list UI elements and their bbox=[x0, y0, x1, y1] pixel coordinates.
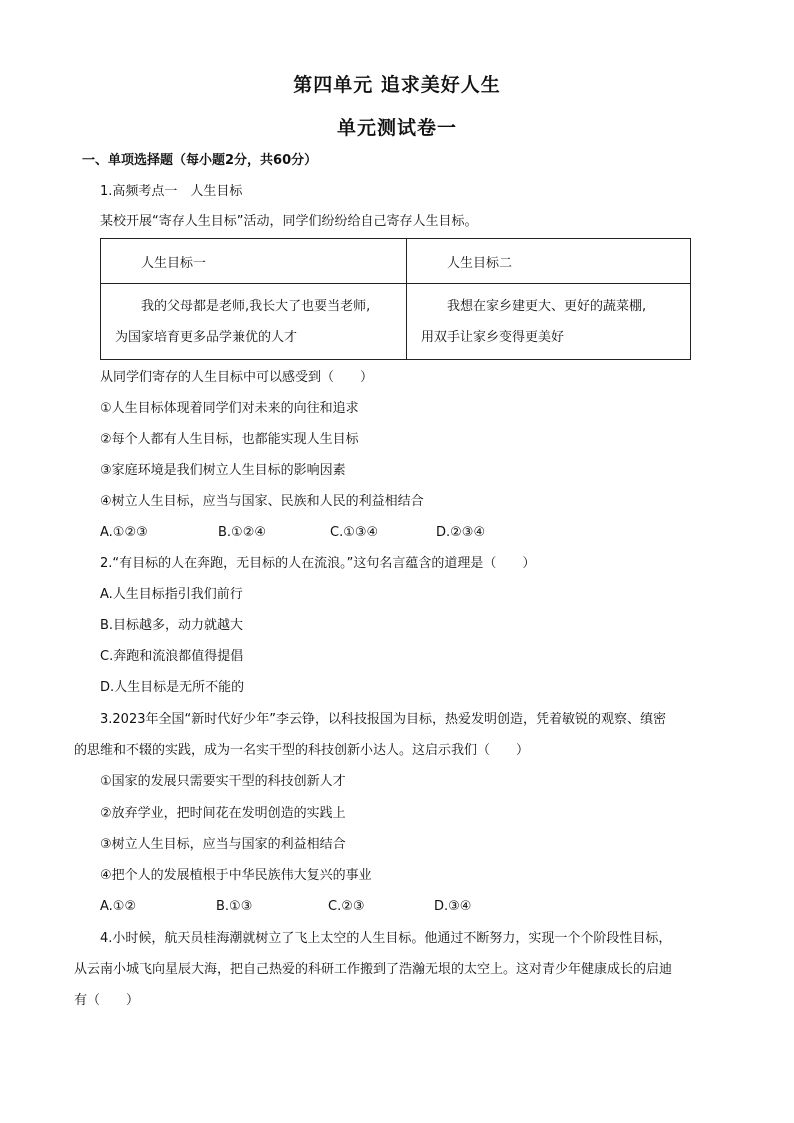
q1-stem: 从同学们寄存的人生目标中可以感受到（ ） bbox=[100, 370, 374, 385]
q1-label: 1.高频考点一 人生目标 bbox=[100, 184, 243, 199]
q2-option-d[interactable]: D.人生目标是无所不能的 bbox=[100, 680, 245, 695]
page-subtitle: 单元测试卷一 bbox=[336, 117, 457, 139]
table-header-cell: 人生目标一 bbox=[101, 239, 407, 284]
q2-stem: 2.“有目标的人在奔跑，无目标的人在流浪。”这句名言蕴含的道理是（ ） bbox=[100, 556, 536, 571]
table-cell bbox=[407, 284, 691, 360]
q1-intro: 某校开展“寄存人生目标”活动，同学们纷纷给自己寄存人生目标。 bbox=[100, 214, 478, 229]
q4-stem-line: 有（ ） bbox=[74, 993, 140, 1008]
option-a[interactable]: A.①②③ bbox=[100, 525, 148, 540]
cell-text: 为国家培育更多品学兼优的人才 bbox=[115, 329, 298, 345]
q3-stem-line: 3.2023年全国“新时代好少年”李云铮，以科技报国为目标，热爱发明创造，凭着敏锐的观察、缜密 bbox=[100, 712, 666, 727]
q1-item: ④树立人生目标，应当与国家、民族和人民的利益相结合 bbox=[100, 494, 424, 509]
q3-item: ②放弃学业，把时间花在发明创造的实践上 bbox=[100, 806, 346, 821]
option-c[interactable]: C.②③ bbox=[328, 899, 365, 914]
q1-item: ①人生目标体现着同学们对未来的向往和追求 bbox=[100, 401, 359, 416]
q3-item: ③树立人生目标，应当与国家的利益相结合 bbox=[100, 837, 346, 852]
option-c[interactable]: C.①③④ bbox=[330, 525, 379, 540]
q3-stem-line: 的思维和不辍的实践，成为一名实干型的科技创新小达人。这启示我们（ ） bbox=[74, 743, 530, 758]
q1-item: ③家庭环境是我们树立人生目标的影响因素 bbox=[100, 463, 346, 478]
q3-options bbox=[100, 898, 471, 916]
q1-item: ②每个人都有人生目标，也都能实现人生目标 bbox=[100, 432, 359, 447]
option-b[interactable]: B.①②④ bbox=[218, 525, 267, 540]
option-d[interactable]: D.②③④ bbox=[436, 525, 486, 540]
q1-options bbox=[100, 524, 485, 542]
cell-text: 我的父母都是老师,我长大了也要当老师, bbox=[141, 298, 371, 314]
q2-option-a[interactable]: A.人生目标指引我们前行 bbox=[100, 587, 243, 602]
table-cell bbox=[101, 284, 407, 360]
q3-item: ④把个人的发展植根于中华民族伟大复兴的事业 bbox=[100, 868, 372, 883]
table-header-cell: 人生目标二 bbox=[407, 239, 691, 284]
q3-item: ①国家的发展只需要实干型的科技创新人才 bbox=[100, 774, 346, 789]
option-b[interactable]: B.①③ bbox=[216, 899, 253, 914]
q4-stem-line: 4.小时候，航天员桂海潮就树立了飞上太空的人生目标。他通过不断努力，实现一个个阶段性目标， bbox=[100, 931, 672, 946]
q2-option-b[interactable]: B.目标越多，动力就越大 bbox=[100, 618, 244, 633]
option-a[interactable]: A.①② bbox=[100, 899, 137, 914]
goals-table bbox=[100, 238, 691, 360]
q2-option-c[interactable]: C.奔跑和流浪都值得提倡 bbox=[100, 649, 244, 664]
cell-text: 用双手让家乡变得更美好 bbox=[421, 329, 565, 345]
section-heading: 一、单项选择题（每小题2分，共60分） bbox=[82, 153, 318, 168]
cell-text: 我想在家乡建更大、更好的蔬菜棚, bbox=[447, 298, 647, 314]
q4-stem-line: 从云南小城飞向星辰大海，把自己热爱的科研工作搬到了浩瀚无垠的太空上。这对青少年健康成长的启迪 bbox=[74, 962, 673, 977]
option-d[interactable]: D.③④ bbox=[434, 899, 472, 914]
page-title: 第四单元 追求美好人生 bbox=[293, 74, 501, 96]
